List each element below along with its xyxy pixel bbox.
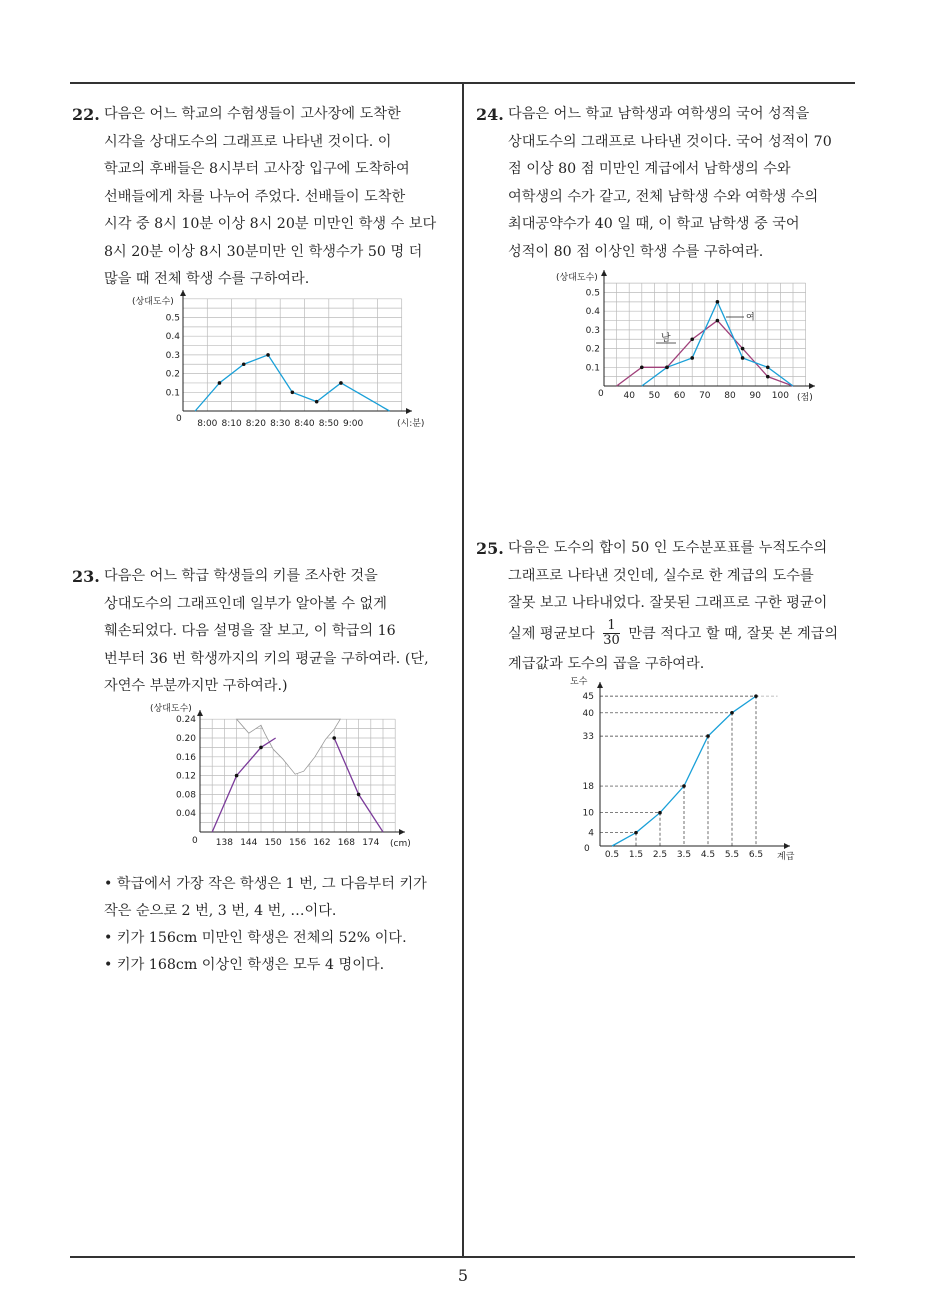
question-number: 22.	[72, 105, 100, 124]
text-line: 시각을 상대도수의 그래프로 나타낸 것이다. 이	[104, 133, 392, 150]
series-label-male: 남	[661, 333, 671, 344]
x-tick-label: 60	[673, 391, 686, 401]
text-line: 많을 때 전체 학생 수를 구하여라.	[104, 271, 310, 287]
x-axis-unit: (시:분)	[397, 419, 425, 429]
y-tick-label: 10	[582, 808, 594, 819]
note-line: • 키가 156cm 미만인 학생은 전체의 52% 이다.	[104, 930, 407, 946]
text-line: 성적이 80 점 이상인 학생 수를 구하여라.	[508, 243, 764, 260]
x-tick-label: 138	[215, 838, 233, 848]
text-line: 다음은 어느 학교의 수험생들이 고사장에 도착한	[104, 106, 401, 122]
text-line: 다음은 어느 학교 남학생과 여학생의 국어 성적을	[508, 106, 810, 122]
text-line: 상대도수의 그래프인데 일부가 알아볼 수 없게	[104, 595, 387, 612]
question-number: 23.	[72, 567, 100, 586]
origin-label: 0	[598, 389, 604, 399]
note-line: • 학급에서 가장 작은 학생은 1 번, 그 다음부터 키가	[104, 876, 427, 892]
text-line: 자연수 부분까지만 구하여라.)	[104, 678, 288, 694]
x-tick-label: 100	[771, 391, 789, 401]
y-tick-label: 0.04	[175, 809, 196, 820]
x-tick-label: 144	[240, 838, 258, 848]
x-tick-label: 90	[749, 391, 761, 401]
text-line: 선배들에게 차를 나누어 주었다. 선배들이 도착한	[104, 188, 406, 205]
y-tick-label: 33	[582, 732, 594, 743]
y-tick-label: 0.5	[165, 313, 180, 324]
x-tick-label: 1.5	[628, 850, 644, 860]
y-tick-label: 0.08	[175, 790, 196, 801]
x-tick-label: 6.5	[748, 850, 764, 860]
x-tick-label: 8:50	[318, 419, 339, 429]
text-line: 점 이상 80 점 미만인 계급에서 남학생의 수와	[508, 161, 791, 177]
y-tick-label: 0.4	[165, 332, 180, 343]
x-tick-label: 8:10	[221, 419, 242, 429]
text-line: 다음은 어느 학급 학생들의 키를 조사한 것을	[104, 568, 378, 584]
x-tick-label: 0.5	[604, 850, 620, 860]
y-axis-label: 도수	[570, 677, 588, 687]
question-number: 24.	[476, 105, 504, 124]
y-tick-label: 0.20	[175, 734, 196, 744]
text-line: 학교의 후배들은 8시부터 고사장 입구에 도착하여	[104, 161, 410, 177]
y-tick-label: 18	[582, 782, 594, 793]
origin-label: 0	[176, 414, 182, 424]
x-tick-label: 80	[724, 391, 736, 401]
text-line: 최대공약수가 40 일 때, 이 학교 남학생 중 국어	[508, 216, 800, 232]
x-tick-label: 8:20	[245, 419, 267, 429]
y-tick-label: 0.3	[585, 325, 600, 336]
data-point	[682, 784, 686, 788]
origin-label: 0	[584, 844, 590, 854]
text-line: 8시 20분 이상 8시 30분미만 인 학생수가 50 명 더	[104, 243, 423, 260]
x-tick-label: 8:00	[197, 419, 218, 429]
y-tick-label: 0.2	[165, 369, 180, 380]
data-point	[658, 811, 662, 815]
x-axis-unit: 계급	[777, 852, 795, 862]
origin-label: 0	[192, 836, 198, 846]
y-tick-label: 4	[588, 828, 594, 839]
page-number: 5	[457, 1266, 469, 1285]
y-axis-label: (상대도수)	[150, 704, 192, 714]
data-point	[706, 734, 710, 738]
x-tick-label: 50	[648, 391, 661, 401]
x-tick-label: 174	[362, 838, 380, 848]
x-axis-arrow	[784, 843, 790, 849]
y-tick-label: 0.3	[165, 350, 180, 361]
x-tick-label: 70	[699, 391, 711, 401]
text-line: 여학생의 수가 같고, 전체 남학생 수와 여학생 수의	[508, 188, 819, 205]
data-point	[754, 694, 758, 698]
text-line: 훼손되었다. 다음 설명을 잘 보고, 이 학급의 16	[104, 623, 396, 639]
text-line: 계급값과 도수의 곱을 구하여라.	[508, 655, 705, 672]
y-tick-label: 0.1	[585, 363, 600, 374]
x-tick-label: 156	[289, 838, 307, 848]
y-tick-label: 0.12	[175, 771, 196, 782]
x-tick-label: 4.5	[700, 850, 716, 860]
x-tick-label: 150	[264, 838, 282, 848]
text-line: 잘못 보고 나타내었다. 잘못된 그래프로 구한 평균이	[508, 595, 828, 611]
data-point	[634, 831, 638, 835]
question-number: 25.	[476, 539, 504, 558]
text-line: 다음은 도수의 합이 50 인 도수분포표를 누적도수의	[508, 540, 828, 556]
text-line: 번부터 36 번 학생까지의 키의 평균을 구하여라. (단,	[104, 650, 429, 667]
fraction-numerator: 1	[603, 619, 620, 634]
y-tick-label: 0.16	[175, 752, 196, 763]
series-label-female: 여	[746, 313, 755, 323]
x-tick-label: 2.5	[652, 850, 668, 860]
x-tick-label: 3.5	[676, 850, 692, 860]
x-tick-label: 162	[313, 838, 331, 848]
y-axis-label: (상대도수)	[556, 273, 598, 283]
y-tick-label: 45	[582, 692, 594, 703]
fraction-denominator: 30	[603, 633, 620, 648]
x-axis-unit: (cm)	[390, 839, 411, 849]
x-tick-label: 8:40	[294, 419, 315, 429]
x-axis-unit: (점)	[797, 393, 813, 403]
note-line: • 키가 168cm 이상인 학생은 모두 4 명이다.	[104, 957, 385, 973]
x-tick-label: 9:00	[342, 419, 364, 429]
text-line: 그래프로 나타낸 것인데, 실수로 한 계급의 도수를	[508, 567, 814, 584]
text-fragment: 실제 평균보다	[508, 625, 595, 642]
y-axis-arrow	[597, 682, 603, 688]
y-tick-label: 40	[582, 708, 594, 719]
x-tick-label: 8:30	[270, 419, 291, 429]
x-tick-label: 40	[623, 391, 635, 401]
y-tick-label: 0.4	[585, 307, 600, 318]
x-tick-label: 5.5	[724, 850, 740, 860]
data-point	[730, 711, 734, 715]
y-tick-label: 0.2	[585, 344, 600, 355]
y-tick-label: 0.1	[165, 388, 180, 399]
x-tick-label: 168	[337, 838, 355, 848]
y-tick-label: 0.5	[585, 288, 600, 299]
text-line: 상대도수의 그래프로 나타낸 것이다. 국어 성적이 70	[508, 133, 832, 150]
text-fragment: 만큼 적다고 할 때, 잘못 본 계급의	[628, 625, 839, 642]
y-axis-label: (상대도수)	[132, 297, 174, 307]
note-line: 작은 순으로 2 번, 3 번, 4 번, …이다.	[104, 903, 337, 919]
y-tick-label: 0.24	[175, 715, 196, 726]
text-line: 시각 중 8시 10분 이상 8시 20분 미만인 학생 수 보다	[104, 216, 437, 232]
